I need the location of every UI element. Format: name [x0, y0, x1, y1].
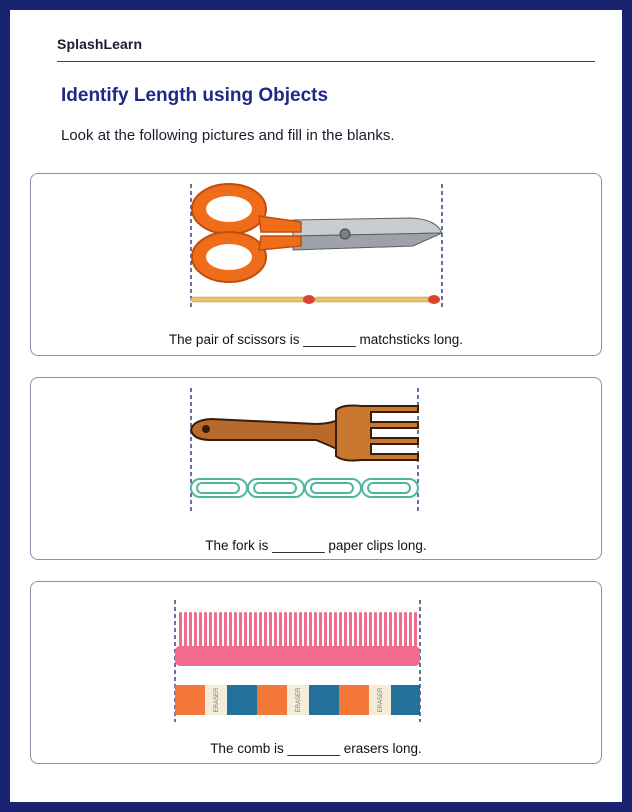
question-card-1: [30, 173, 602, 356]
comb-tooth: [334, 612, 337, 648]
comb-tooth: [299, 612, 302, 648]
erasers-row: [175, 685, 420, 715]
eraser-2: [257, 685, 339, 715]
comb-tooth: [254, 612, 257, 648]
comb-tooth: [199, 612, 202, 648]
comb-tooth: [384, 612, 387, 648]
comb-tooth: [399, 612, 402, 648]
comb-tooth: [179, 612, 182, 648]
eraser-label-1: ERASER: [214, 687, 220, 713]
comb-tooth: [214, 612, 217, 648]
matchsticks-row: [191, 295, 440, 304]
fork: [191, 406, 418, 461]
comb-tooth: [224, 612, 227, 648]
matchstick-2: [315, 297, 434, 302]
comb-tooth: [244, 612, 247, 648]
comb-tooth: [389, 612, 392, 648]
scissors-blade: [293, 218, 442, 250]
comb-tooth: [329, 612, 332, 648]
comb-tooth: [194, 612, 197, 648]
comb-tooth: [344, 612, 347, 648]
brand-logo: SplashLearn: [57, 36, 143, 52]
comb-tooth: [294, 612, 297, 648]
paper-clip-2: [248, 479, 304, 497]
question-card-2: [30, 377, 602, 560]
comb-tooth: [304, 612, 307, 648]
paper-clip-1: [191, 479, 247, 497]
comb-tooth: [409, 612, 412, 648]
eraser-1: [175, 685, 257, 715]
comb-tooth: [284, 612, 287, 648]
comb-tooth: [339, 612, 342, 648]
matchstick-1: [191, 297, 309, 302]
comb-tooth: [309, 612, 312, 648]
comb-tooth: [349, 612, 352, 648]
page-title: Identify Length using Objects: [61, 85, 329, 106]
comb: [175, 612, 420, 666]
match-head-1: [303, 295, 315, 304]
comb-tooth: [374, 612, 377, 648]
fork-illustration: [31, 378, 603, 561]
comb-tooth: [314, 612, 317, 648]
comb-tooth: [204, 612, 207, 648]
comb-tooth: [359, 612, 362, 648]
comb-tooth: [289, 612, 292, 648]
comb-tooth: [354, 612, 357, 648]
comb-tooth: [209, 612, 212, 648]
eraser-label-2: ERASER: [296, 687, 302, 713]
question-sentence-2: The fork is _______ paper clips long.: [205, 538, 427, 553]
comb-tooth: [319, 612, 322, 648]
question-card-3: [30, 581, 602, 764]
comb-tooth: [259, 612, 262, 648]
paper-clip-4: [362, 479, 418, 497]
paper-clips-row: [191, 479, 418, 497]
eraser-3: [339, 685, 420, 715]
comb-tooth: [239, 612, 242, 648]
comb-tooth: [274, 612, 277, 648]
comb-tooth: [414, 612, 417, 648]
comb-illustration: [31, 582, 603, 765]
comb-tooth: [324, 612, 327, 648]
eraser-label-3: ERASER: [378, 687, 384, 713]
comb-tooth: [404, 612, 407, 648]
comb-tooth: [189, 612, 192, 648]
comb-tooth: [234, 612, 237, 648]
match-head-2: [428, 295, 440, 304]
comb-tooth: [184, 612, 187, 648]
comb-tooth: [219, 612, 222, 648]
instructions: Look at the following pictures and fill in the blanks.: [61, 127, 395, 144]
comb-tooth: [369, 612, 372, 648]
comb-tooth: [394, 612, 397, 648]
comb-tooth: [229, 612, 232, 648]
scissors-illustration: [31, 174, 603, 357]
question-sentence-3: The comb is _______ erasers long.: [210, 741, 422, 756]
comb-tooth: [379, 612, 382, 648]
comb-tooth: [249, 612, 252, 648]
paper-clip-3: [305, 479, 361, 497]
comb-tooth: [269, 612, 272, 648]
scissors-handles: [192, 184, 301, 282]
question-sentence-1: The pair of scissors is _______ matchsticks long.: [168, 332, 464, 347]
comb-teeth: [179, 612, 417, 648]
comb-tooth: [279, 612, 282, 648]
header-divider: [57, 61, 595, 62]
comb-tooth: [364, 612, 367, 648]
comb-tooth: [264, 612, 267, 648]
